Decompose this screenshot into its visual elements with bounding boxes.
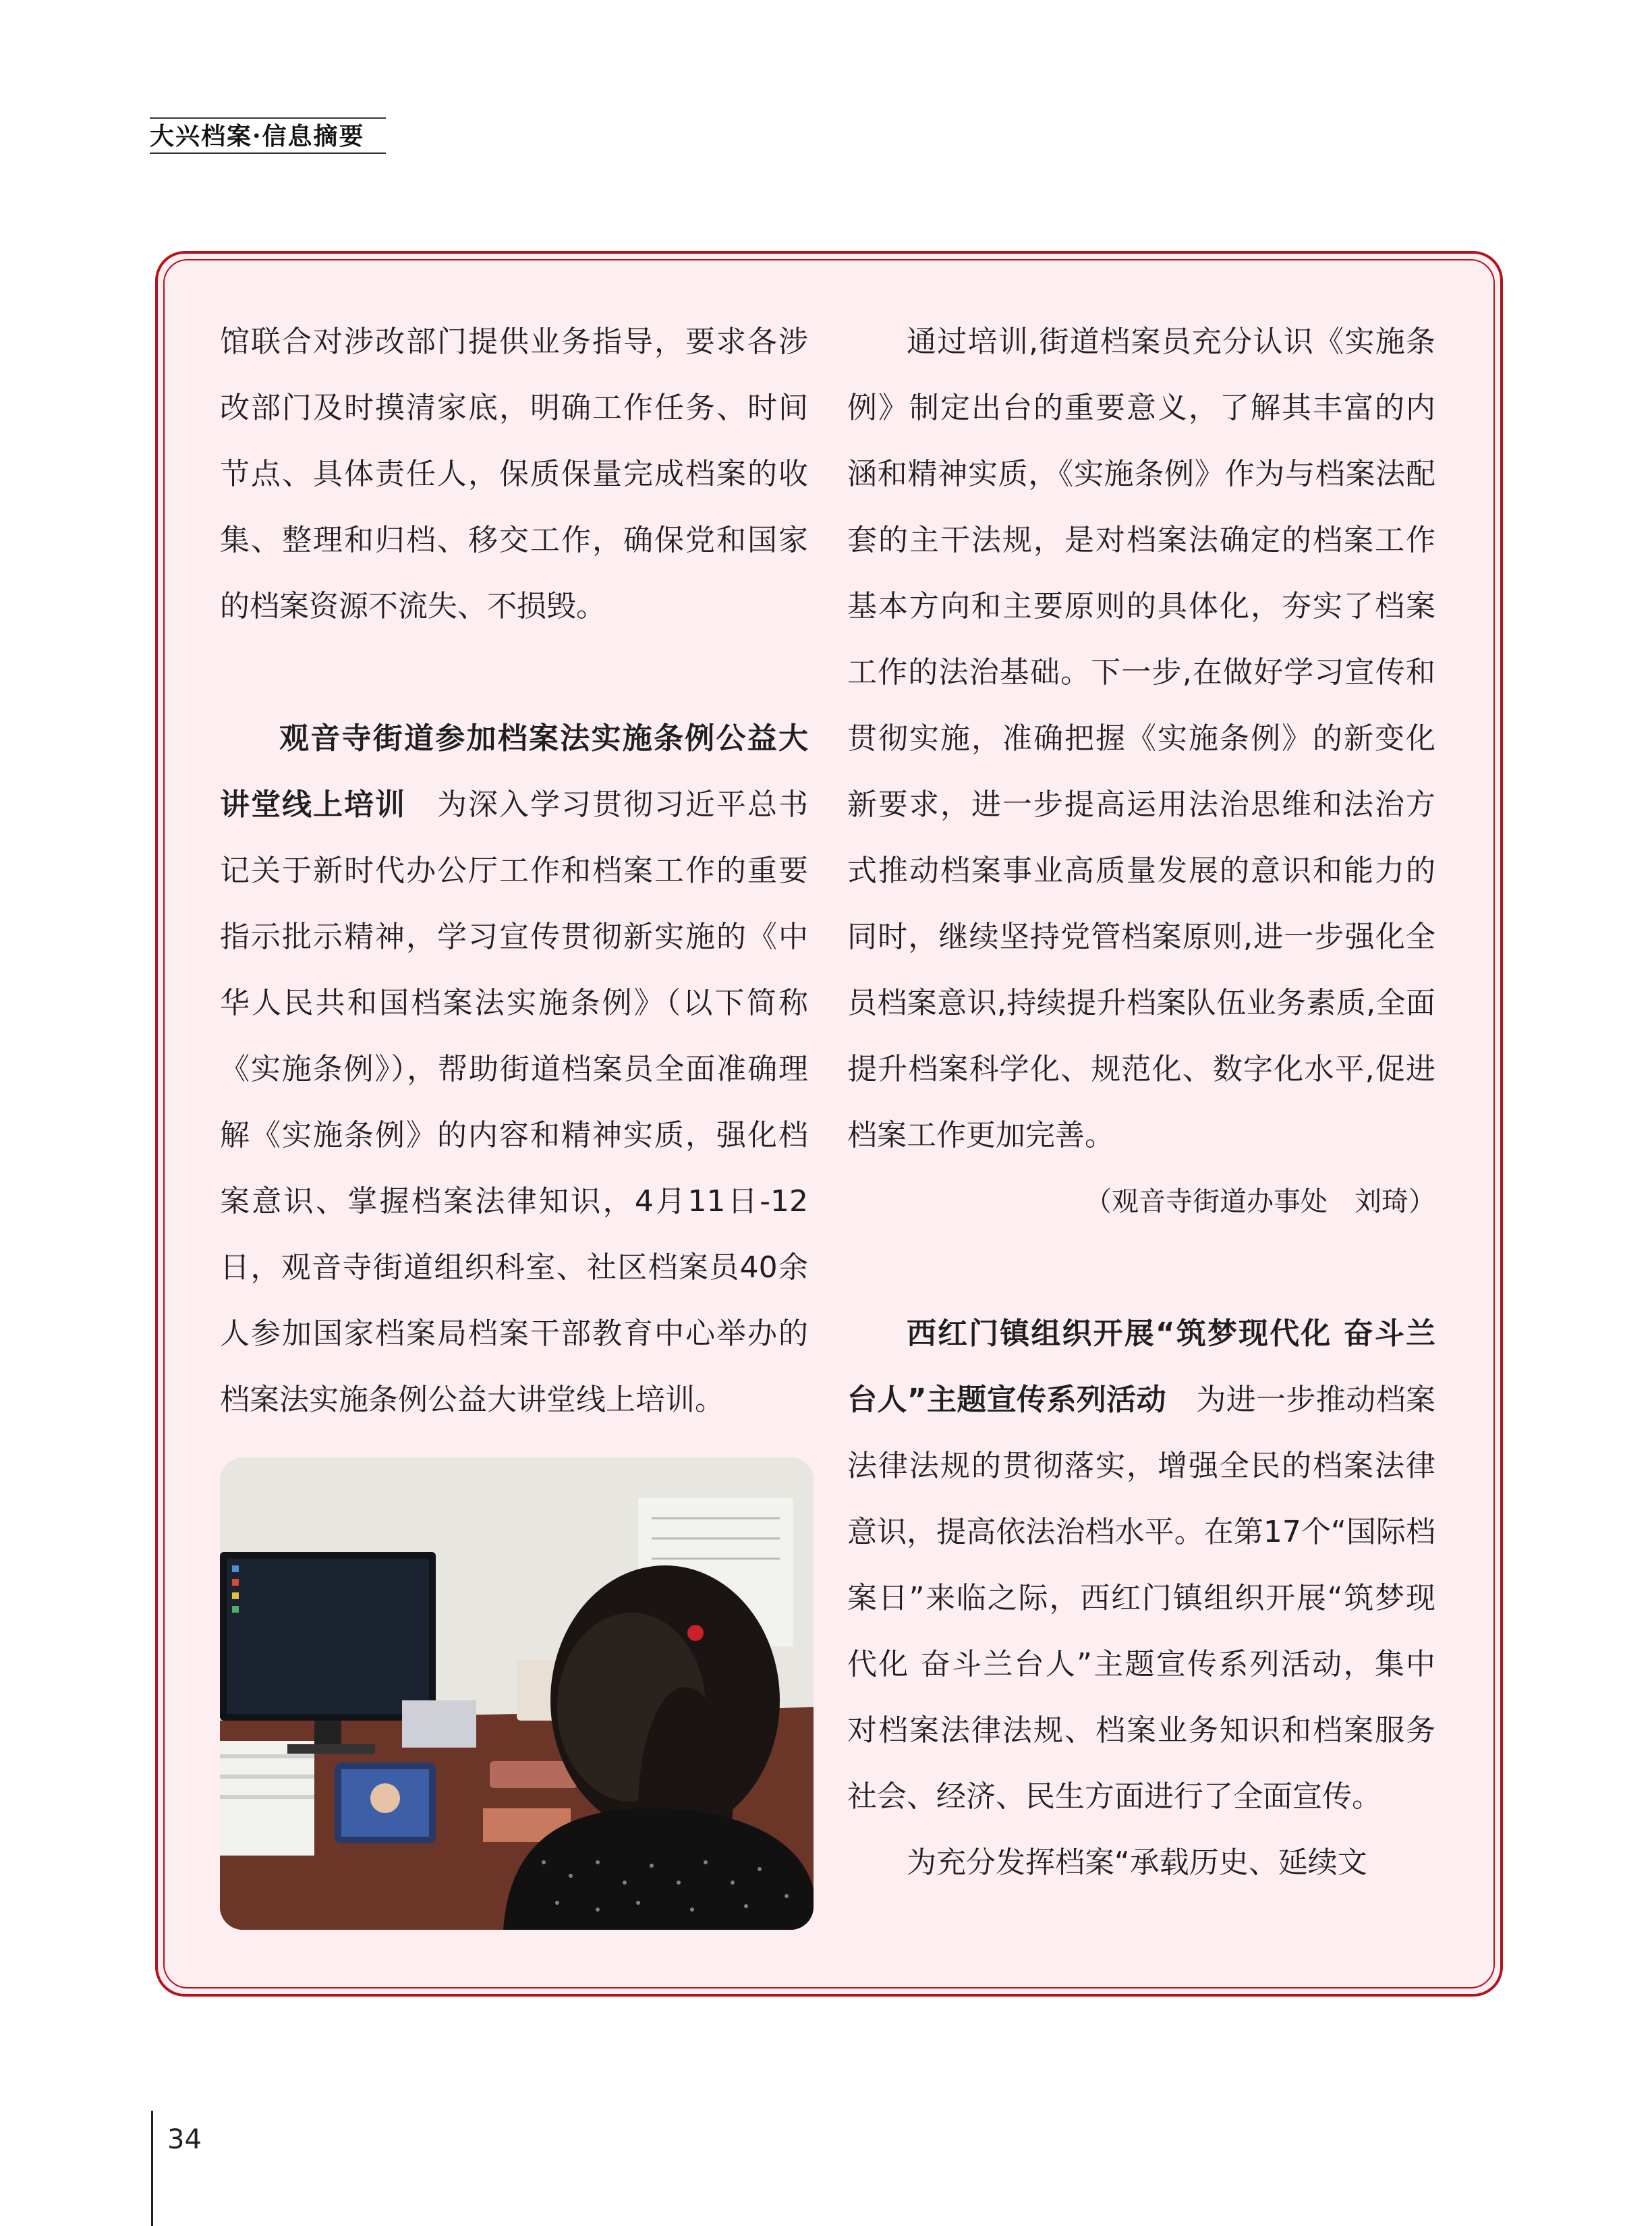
article-body-西红门: 为进一步推动档案法律法规的贯彻落实，增强全民的档案法律意识，提高依法治档水平。在第17个“国际档案日”来临之际，西红门镇组织开展“筑梦现代化 奋斗兰台人”主题宣传系列活动，集中对档案法律法规、档案业务知识和档案服务社会、经济、民生方面进行了全面宣传。 [847,1383,1435,1814]
article-heading-西红门: 西红门镇组织开展“筑梦现代化 奋斗兰台人”主题宣传系列活动 [847,1316,1435,1417]
running-head-bottom-rule [150,152,386,154]
page-number: 34 [167,2124,202,2155]
page-number-rule [151,2111,153,2226]
right-paragraph-1: 通过培训,街道档案员充分认识《实施条例》制定出台的重要意义，了解其丰富的内涵和精神实质，《实施条例》作为与档案法配套的主干法规，是对档案法确定的档案工作基本方向和主要原则的具体化，夯实了档案工作的法治基础。下一步,在做好学习宣传和贯彻实施，准确把握《实施条例》的新变化新要求，进一步提高运用法治思维和法治方式推动档案事业高质量发展的意识和能力的同时，继续坚持党管档案原则,进一步强化全员档案意识,持续提升档案队伍业务素质,全面提升档案科学化、规范化、数字化水平,促进档案工作更加完善。 [847,325,1435,1152]
article-西红门-paragraph [847,1301,1435,1830]
training-photo-illustration [220,1457,814,1930]
left-column [220,309,808,1930]
training-photo [220,1457,814,1930]
left-paragraph-1: 馆联合对涉改部门提供业务指导，要求各涉改部门及时摸清家底，明确工作任务、时间节点、具体责任人，保质保量完成档案的收集、整理和归档、移交工作，确保党和国家的档案资源不流失、不损毁。 [220,325,808,623]
article-body-观音寺: 为深入学习贯彻习近平总书记关于新时代办公厅工作和档案工作的重要指示批示精神，学习宣传贯彻新实施的《中华人民共和国档案法实施条例》（以下简称《实施条例》），帮助街道档案员全面准确理解《实施条例》的内容和精神实质，强化档案意识、掌握档案法律知识，4月11日-12日，观音寺街道组织科室、社区档案员40余人参加国家档案局档案干部教育中心举办的档案法实施条例公益大讲堂线上培训。 [220,787,808,1417]
right-paragraph-last: 为充分发挥档案“承载历史、延续文 [907,1845,1367,1880]
byline: （观音寺街道办事处 刘琦） [1085,1186,1435,1217]
article-观音寺-paragraph [220,706,808,1433]
article-heading-观音寺: 观音寺街道参加档案法实施条例公益大讲堂线上培训 [220,721,808,822]
running-head: 大兴档案·信息摘要 [150,122,365,150]
right-column [847,309,1435,1896]
